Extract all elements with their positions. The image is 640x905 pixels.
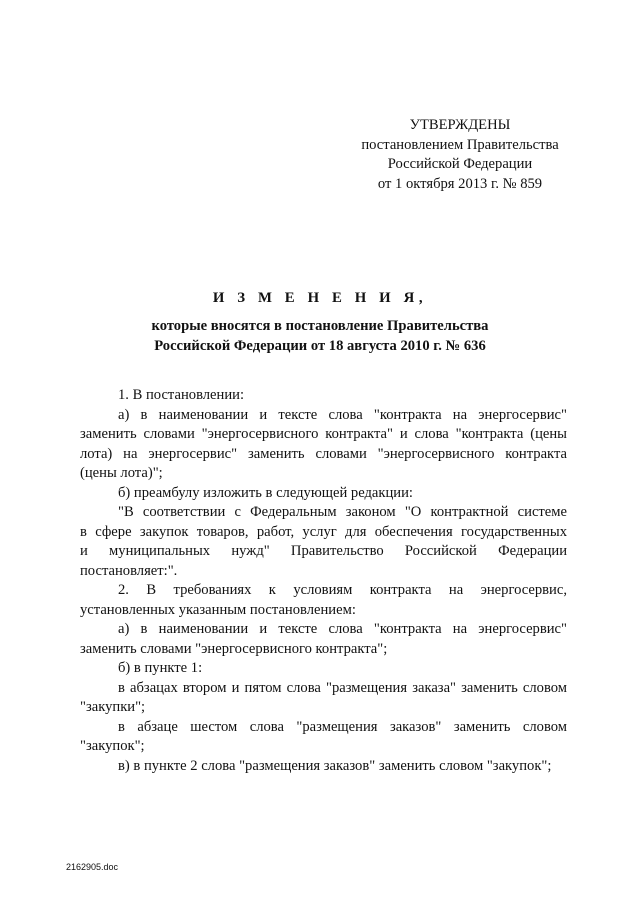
- body-line: "закупки";: [80, 699, 146, 715]
- body-line: в) в пункте 2 слова "размещения заказов" заменить словом "закупок";: [118, 757, 552, 774]
- body-line: в сфере закупок товаров, работ, услуг для обеспечения государственных: [80, 523, 567, 540]
- document-body: [80, 386, 567, 776]
- body-line: (цены лота)";: [80, 465, 163, 481]
- body-line: а) в наименовании и тексте слова "контракта на энергосервис": [118, 406, 567, 423]
- subtitle-line: Российской Федерации от 18 августа 2010 г. № 636: [154, 337, 486, 354]
- body-line: "В соответствии с Федеральным законом "О контрактной системе: [118, 504, 567, 520]
- approval-line: Российской Федерации: [387, 156, 533, 172]
- body-line: постановляет:".: [80, 562, 178, 579]
- body-line: "закупок";: [80, 738, 145, 754]
- document-subtitle: [0, 317, 640, 356]
- approval-stamp: [345, 116, 575, 194]
- body-line: а) в наименовании и тексте слова "контракта на энергосервис": [118, 621, 567, 637]
- approval-line: постановлением Правительства: [361, 136, 559, 153]
- footer-file-name: 2162905.doc: [66, 862, 119, 872]
- body-line: и муниципальных нужд" Правительство Российской Федерации: [80, 543, 567, 559]
- subtitle-line: которые вносятся в постановление Правительства: [151, 318, 489, 334]
- body-line: установленных указанным постановлением:: [80, 601, 356, 618]
- approval-line: от 1 октября 2013 г. № 859: [377, 175, 543, 192]
- body-line: заменить словами "энергосервисного контракта" и слова "контракта (цены: [80, 426, 567, 442]
- body-line: б) преамбулу изложить в следующей редакции:: [118, 484, 413, 501]
- body-line: б) в пункте 1:: [118, 660, 203, 676]
- body-line: в абзацах втором и пятом слова "размещения заказа" заменить словом: [118, 679, 567, 696]
- body-line: 1. В постановлении:: [118, 387, 245, 403]
- body-line: заменить словами "энергосервисного контракта";: [80, 640, 388, 657]
- approval-label: УТВЕРЖДЕНЫ: [409, 117, 511, 133]
- document-title: И З М Е Н Е Н И Я,: [212, 290, 428, 306]
- body-line: лота) на энергосервис" заменить словами "энергосервисного контракта: [80, 445, 567, 462]
- body-line: 2. В требованиях к условиям контракта на энергосервис,: [118, 582, 567, 598]
- body-line: в абзаце шестом слова "размещения заказов" заменить словом: [118, 718, 567, 735]
